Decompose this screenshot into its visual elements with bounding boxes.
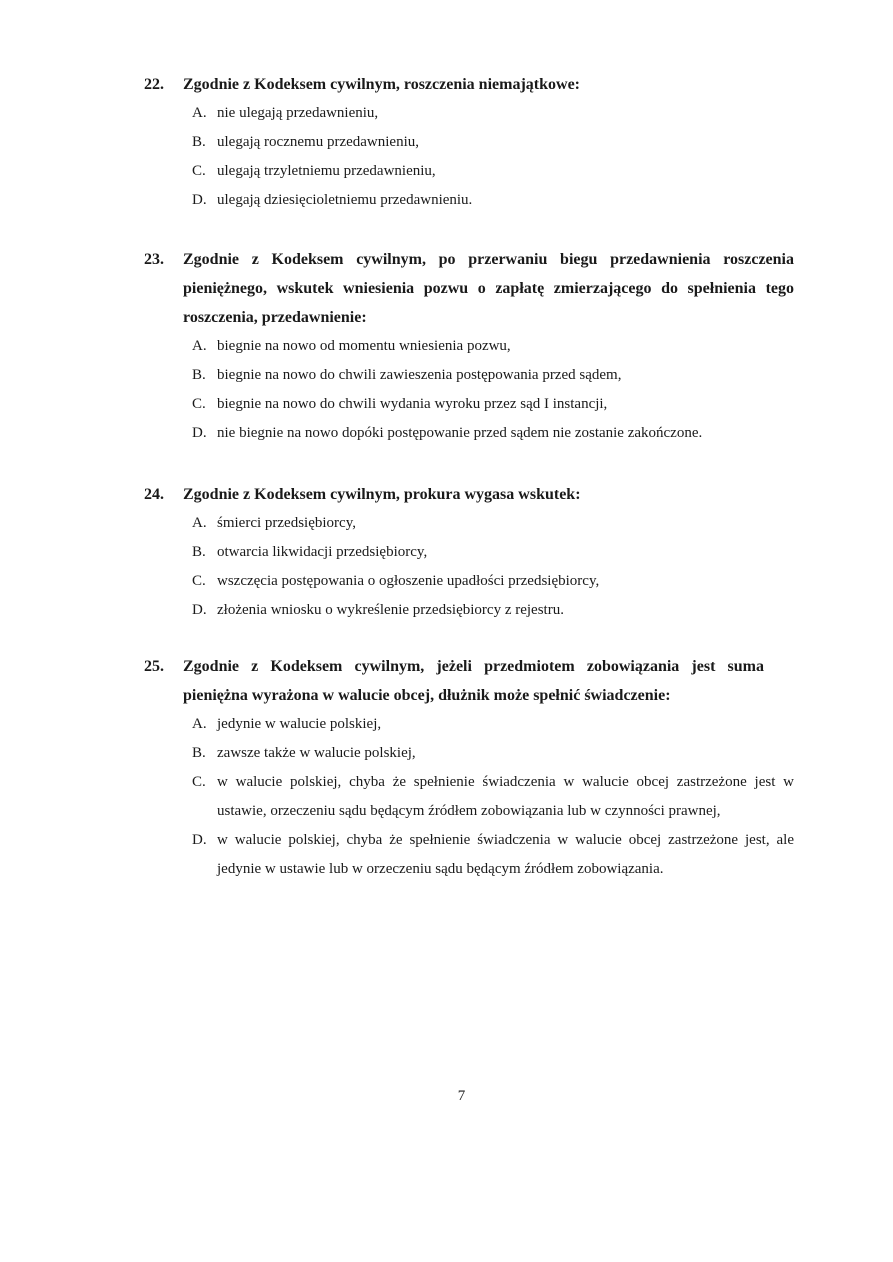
option-letter: A.	[192, 515, 207, 531]
answer-option-a	[144, 99, 794, 128]
question-number: 22.	[144, 76, 164, 93]
option-text: biegnie na nowo do chwili wydania wyroku przez sąd I instancji,	[217, 396, 608, 412]
option-letter: A.	[192, 105, 207, 121]
answer-option-d	[144, 186, 794, 215]
option-letter: D.	[192, 602, 207, 618]
option-text: wszczęcia postępowania o ogłoszenie upadłości przedsiębiorcy,	[217, 573, 600, 589]
option-text: ulegają dziesięcioletniemu przedawnieniu.	[217, 192, 473, 208]
option-letter: D.	[192, 832, 207, 848]
option-text: ulegają rocznemu przedawnieniu,	[217, 134, 419, 150]
question-number: 24.	[144, 486, 164, 503]
option-letter: D.	[192, 192, 207, 208]
option-letter: C.	[192, 163, 206, 179]
answer-option-d	[144, 596, 794, 625]
answer-options	[144, 99, 794, 215]
question-23	[144, 245, 794, 448]
option-text: śmierci przedsiębiorcy,	[217, 515, 356, 531]
answer-option-c	[144, 390, 794, 419]
option-text: biegnie na nowo do chwili zawieszenia postępowania przed sądem,	[217, 367, 622, 383]
answer-option-a	[144, 509, 794, 538]
page-number: 7	[457, 1088, 466, 1104]
answer-option-c	[144, 157, 794, 186]
option-letter: C.	[192, 396, 206, 412]
answer-option-b	[144, 361, 794, 390]
option-text: nie biegnie na nowo dopóki postępowanie przed sądem nie zostanie zakończone.	[217, 425, 703, 441]
option-text: złożenia wniosku o wykreślenie przedsiębiorcy z rejestru.	[217, 602, 564, 618]
option-text: zawsze także w walucie polskiej,	[217, 745, 416, 761]
answer-options	[144, 332, 794, 448]
answer-option-d	[144, 419, 794, 448]
answer-option-d	[144, 826, 794, 884]
answer-option-b	[144, 739, 794, 768]
question-number: 23.	[144, 251, 164, 268]
option-text: w walucie polskiej, chyba że spełnienie świadczenia w walucie obcej zastrzeżone jest w ustawie, orzeczeniu sądu będącym źródłem zobowiązania lub w czynności prawnej,	[217, 774, 794, 819]
option-text: biegnie na nowo od momentu wniesienia pozwu,	[217, 338, 511, 354]
question-header	[144, 480, 794, 509]
option-letter: A.	[192, 716, 207, 732]
option-letter: B.	[192, 544, 206, 560]
question-22	[144, 70, 794, 215]
question-number: 25.	[144, 658, 164, 675]
option-letter: D.	[192, 425, 207, 441]
answer-option-c	[144, 768, 794, 826]
question-24	[144, 480, 794, 625]
option-letter: B.	[192, 367, 206, 383]
question-header	[144, 245, 794, 332]
answer-option-b	[144, 128, 794, 157]
option-letter: C.	[192, 573, 206, 589]
question-text: Zgodnie z Kodeksem cywilnym, po przerwaniu biegu przedawnienia roszczenia pieniężnego, wskutek wniesienia pozwu o zapłatę zmierzającego do spełnienia tego roszczenia, przedawnienie:	[183, 251, 794, 326]
question-text: Zgodnie z Kodeksem cywilnym, prokura wygasa wskutek:	[183, 486, 581, 503]
answer-option-a	[144, 710, 794, 739]
question-header	[144, 652, 794, 710]
answer-options	[144, 509, 794, 625]
question-text: Zgodnie z Kodeksem cywilnym, roszczenia niemajątkowe:	[183, 76, 580, 93]
option-letter: B.	[192, 134, 206, 150]
answer-option-a	[144, 332, 794, 361]
option-text: jedynie w walucie polskiej,	[217, 716, 382, 732]
question-header	[144, 70, 794, 99]
option-letter: B.	[192, 745, 206, 761]
option-letter: C.	[192, 774, 206, 790]
question-text: Zgodnie z Kodeksem cywilnym, jeżeli przedmiotem zobowiązania jest suma pieniężna wyrażona w walucie obcej, dłużnik może spełnić świadczenie:	[183, 658, 764, 704]
option-text: w walucie polskiej, chyba że spełnienie świadczenia w walucie obcej zastrzeżone jest, ale jedynie w ustawie lub w orzeczeniu sądu będącym źródłem zobowiązania.	[217, 832, 794, 877]
answer-options	[144, 710, 794, 884]
question-25	[144, 652, 794, 884]
option-text: ulegają trzyletniemu przedawnieniu,	[217, 163, 436, 179]
answer-option-b	[144, 538, 794, 567]
answer-option-c	[144, 567, 794, 596]
option-text: nie ulegają przedawnieniu,	[217, 105, 379, 121]
option-text: otwarcia likwidacji przedsiębiorcy,	[217, 544, 428, 560]
option-letter: A.	[192, 338, 207, 354]
